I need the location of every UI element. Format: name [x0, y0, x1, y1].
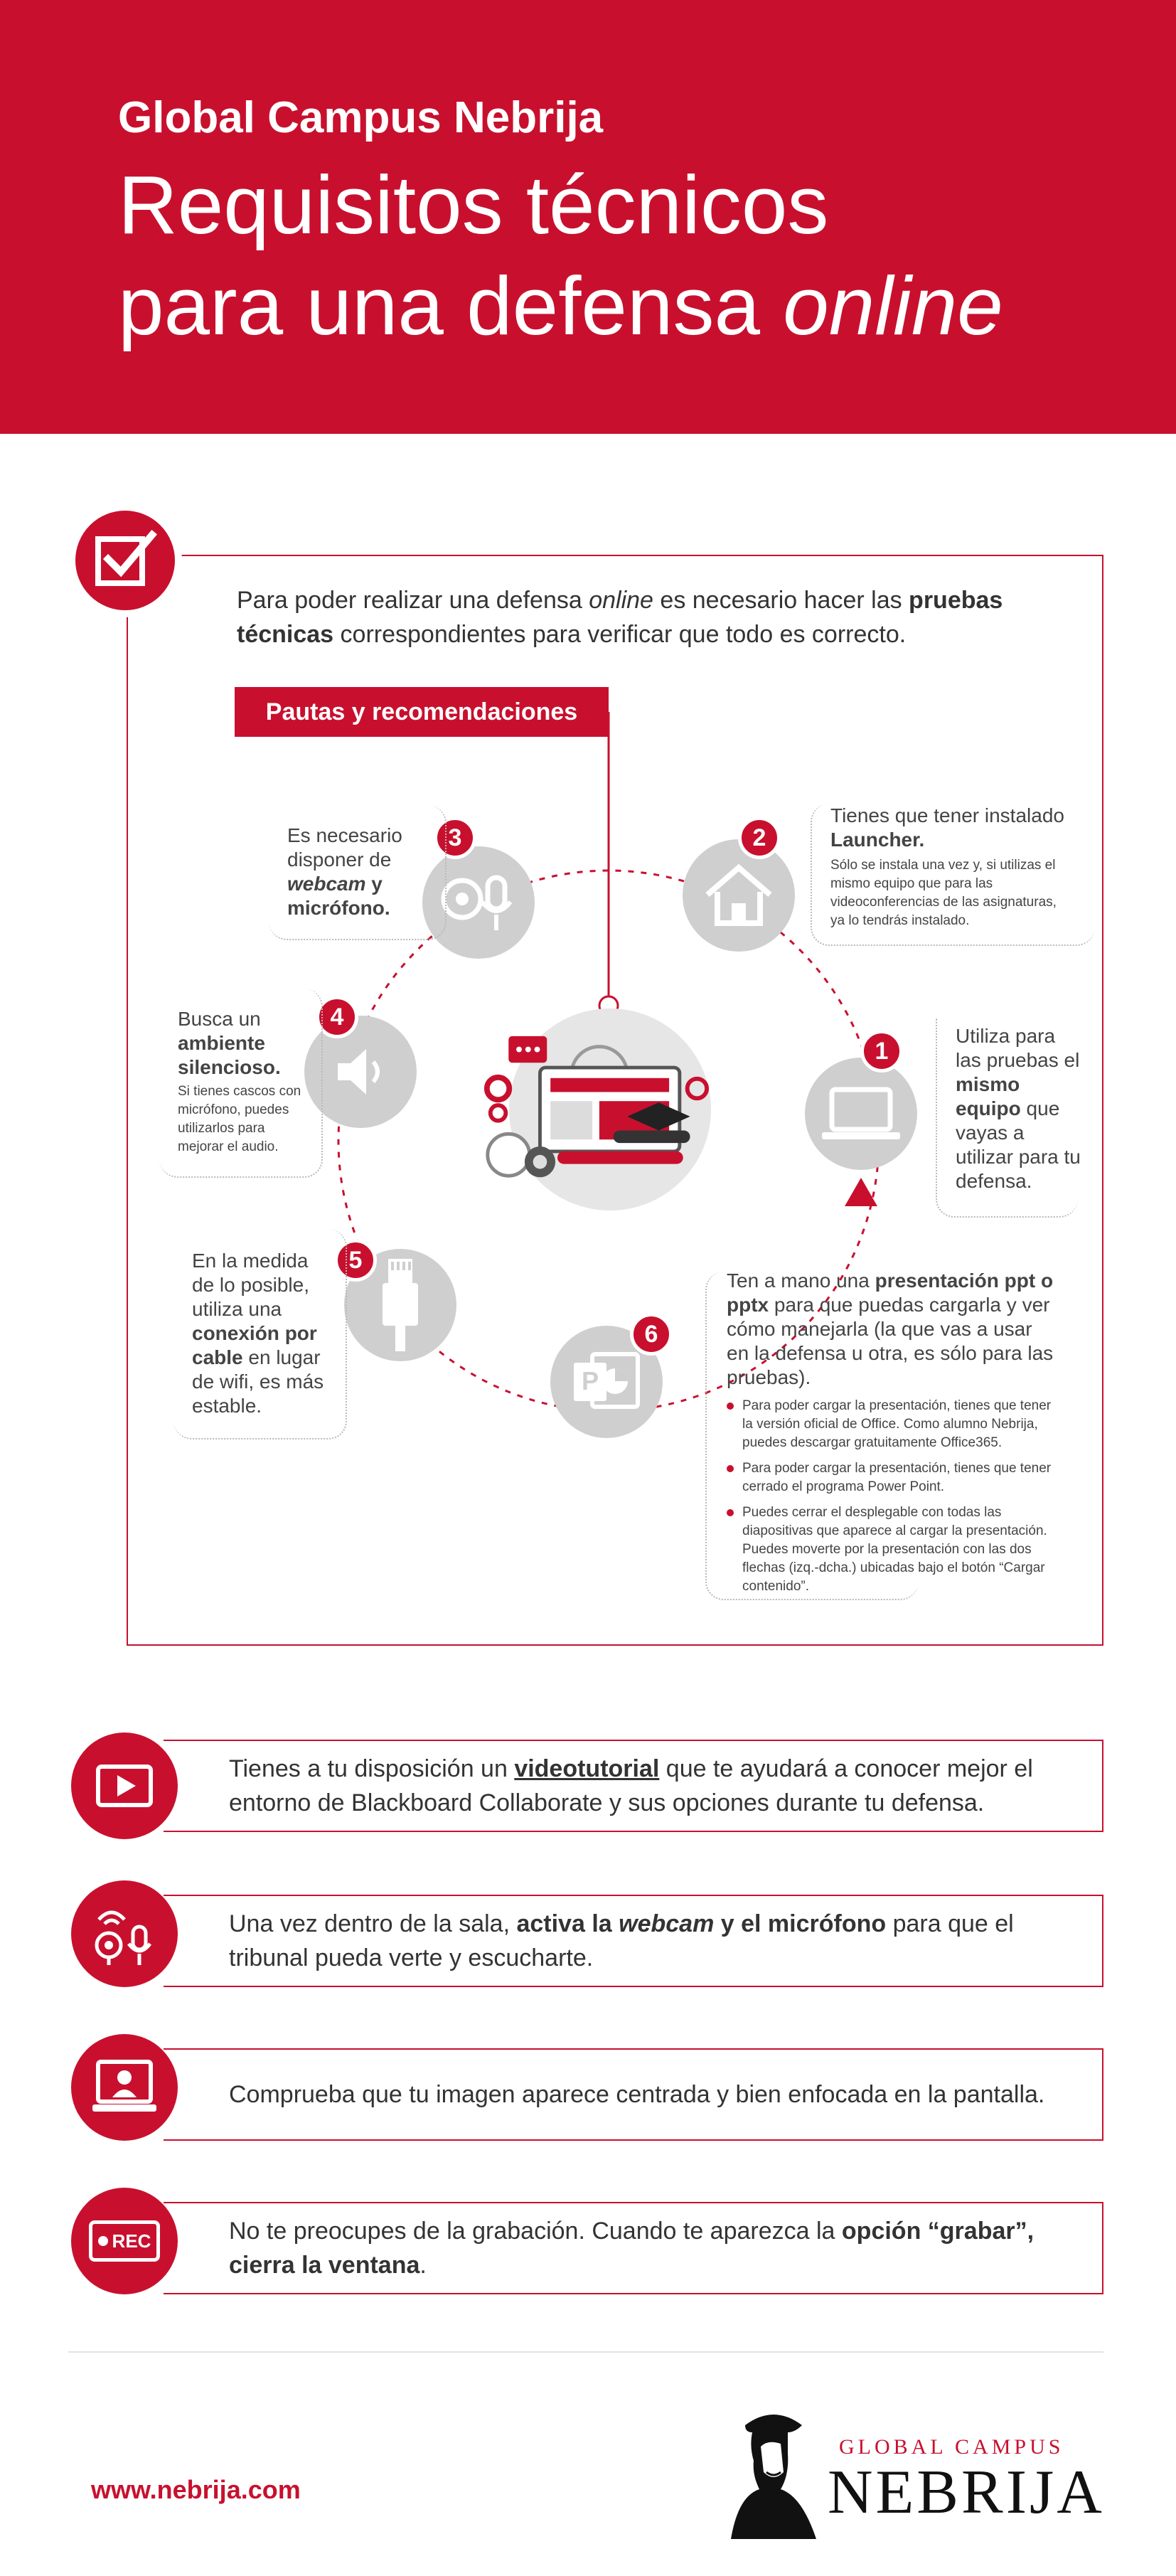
pointer-triangle-icon [845, 1178, 877, 1206]
step-bold: mismo equipo [956, 1073, 1021, 1119]
videotutorial-link[interactable]: videotutorial [514, 1755, 660, 1782]
page-title-line-1: Requisitos técnicos [118, 159, 829, 251]
wifi-webcam-microphone-icon [71, 1880, 178, 1987]
step-bold: Launcher. [830, 829, 925, 851]
play-video-icon [71, 1733, 178, 1839]
screen-check-row [164, 2048, 1103, 2141]
computer-illustration [509, 1008, 711, 1210]
row-bold-italic: webcam [619, 1910, 715, 1937]
screen-row-text: Comprueba que tu imagen aparece centrada y bien enfocada en la pantalla. [229, 2081, 1045, 2108]
pautas-label: Pautas y recomendaciones [235, 687, 609, 737]
bullet-item [727, 1459, 1054, 1496]
bullet-text: Puedes cerrar el desplegable con todas las diapositivas que aparece al cargar la presentación. Puedes moverte por la presentación con las dos flechas (izq.-dcha.) ubicadas bajo el botón “Cargar contenido”. [742, 1505, 1047, 1594]
laptop-icon [805, 1058, 917, 1170]
bullet-text: Para poder cargar la presentación, tienes que tener la versión oficial de Office. Como alumno Nebrija, puedes descargar gratuitamente Office365. [742, 1398, 1052, 1450]
step-2-note: Sólo se instala una vez y, si utilizas el mismo equipo que para las videoconferencias de las asignaturas, ya lo tendrás instalado. [830, 858, 1057, 928]
step-text: Utiliza para las pruebas el [956, 1025, 1080, 1071]
step-bold-italic: webcam [287, 873, 366, 895]
bullet-item [727, 1397, 1054, 1452]
screen-user-icon [71, 2034, 178, 2141]
step-2-text [830, 804, 1072, 930]
row-text: Una vez dentro de la sala, [229, 1910, 517, 1937]
rec-icon [71, 2188, 178, 2294]
logo-nebrija: NEBRIJA [828, 2458, 1105, 2527]
step-text: Busca un [178, 1008, 261, 1030]
step-3-text [287, 824, 415, 920]
row-bold: activa la [516, 1910, 619, 1937]
step-1-badge: 1 [860, 1030, 903, 1073]
step-text: Es necesario disponer de [287, 824, 402, 871]
step-bold: presentación ppt o pptx [727, 1270, 1054, 1316]
recording-row [164, 2202, 1103, 2294]
step-4-badge: 4 [316, 996, 358, 1038]
step-text: en lugar de wifi, es más estable. [192, 1346, 324, 1417]
step-bold: y micrófono. [287, 873, 390, 919]
nebrija-portrait-logo [724, 2404, 823, 2539]
bullet-dot [727, 1465, 734, 1472]
step-text: Ten a mano una [727, 1270, 875, 1292]
footer-divider [68, 2351, 1103, 2353]
step-6-text [727, 1269, 1054, 1596]
intro-bold: pruebas técnicas [237, 587, 1003, 648]
bullet-item [727, 1503, 1054, 1596]
step-5-text [192, 1249, 334, 1418]
bullet-dot [727, 1509, 734, 1516]
intro-part: correspondientes para verificar que todo es correcto. [333, 621, 907, 648]
row-text: que te ayudará a conocer mejor el entorno de Blackboard Collaborate y sus opciones durante tu defensa. [229, 1755, 1033, 1816]
row-bold: opción “grabar”, cierra la ventana [229, 2218, 1035, 2279]
row-bold: y el micrófono [714, 1910, 887, 1937]
step-6-bullets [727, 1397, 1054, 1596]
step-text: En la medida de lo posible, utiliza una [192, 1250, 310, 1320]
step-6-badge: 6 [630, 1313, 673, 1356]
rec-dot [98, 2236, 108, 2246]
row-text: No te preocupes de la grabación. Cuando te aparezca la [229, 2218, 842, 2245]
videotutorial-row [164, 1740, 1103, 1832]
bullet-dot [727, 1403, 734, 1410]
rec-label: REC [112, 2230, 151, 2252]
row-text: . [419, 2252, 427, 2279]
step-3-badge: 3 [434, 816, 476, 859]
step-4-note: Si tienes cascos con micrófono, puedes utilizarlos para mejorar el audio. [178, 1084, 301, 1154]
step-5-badge: 5 [334, 1239, 377, 1282]
videotutorial-text [229, 1752, 1081, 1820]
website-link[interactable]: www.nebrija.com [91, 2475, 301, 2504]
step-1-text [956, 1024, 1084, 1193]
title-prefix: para una defensa [118, 260, 760, 352]
bullet-text: Para poder cargar la presentación, tienes que tener cerrado el programa Power Point. [742, 1461, 1052, 1494]
step-4-text [178, 1007, 313, 1156]
recording-row-text [229, 2214, 1081, 2282]
webcam-row [164, 1895, 1103, 1987]
intro-part: es necesario hacer las [653, 587, 909, 614]
intro-part: Para poder realizar una defensa [237, 587, 589, 614]
rec-frame [89, 2220, 160, 2262]
logo-global-campus: GLOBAL CAMPUS [839, 2435, 1064, 2459]
row-text: Tienes a tu disposición un [229, 1755, 515, 1782]
svg-text:P: P [581, 1366, 599, 1395]
step-text: Tienes que tener instalado [830, 804, 1064, 826]
step-2-badge: 2 [738, 816, 781, 859]
brand-title: Global Campus Nebrija [118, 93, 604, 142]
step-text: que vayas a utilizar para tu defensa. [956, 1097, 1081, 1192]
step-bold: ambiente silencioso. [178, 1032, 281, 1078]
step-bold: conexión por cable [192, 1322, 317, 1368]
step-text: para que puedas cargarla y ver cómo manejarla (la que vas a usar en la defensa u otra, es sólo para las pruebas). [727, 1294, 1054, 1388]
house-icon [683, 839, 795, 952]
row-text: para que el tribunal pueda verte y escucharte. [229, 1910, 1014, 1971]
title-italic-word: online [783, 260, 1003, 352]
intro-italic: online [589, 587, 653, 614]
webcam-row-text [229, 1907, 1081, 1975]
